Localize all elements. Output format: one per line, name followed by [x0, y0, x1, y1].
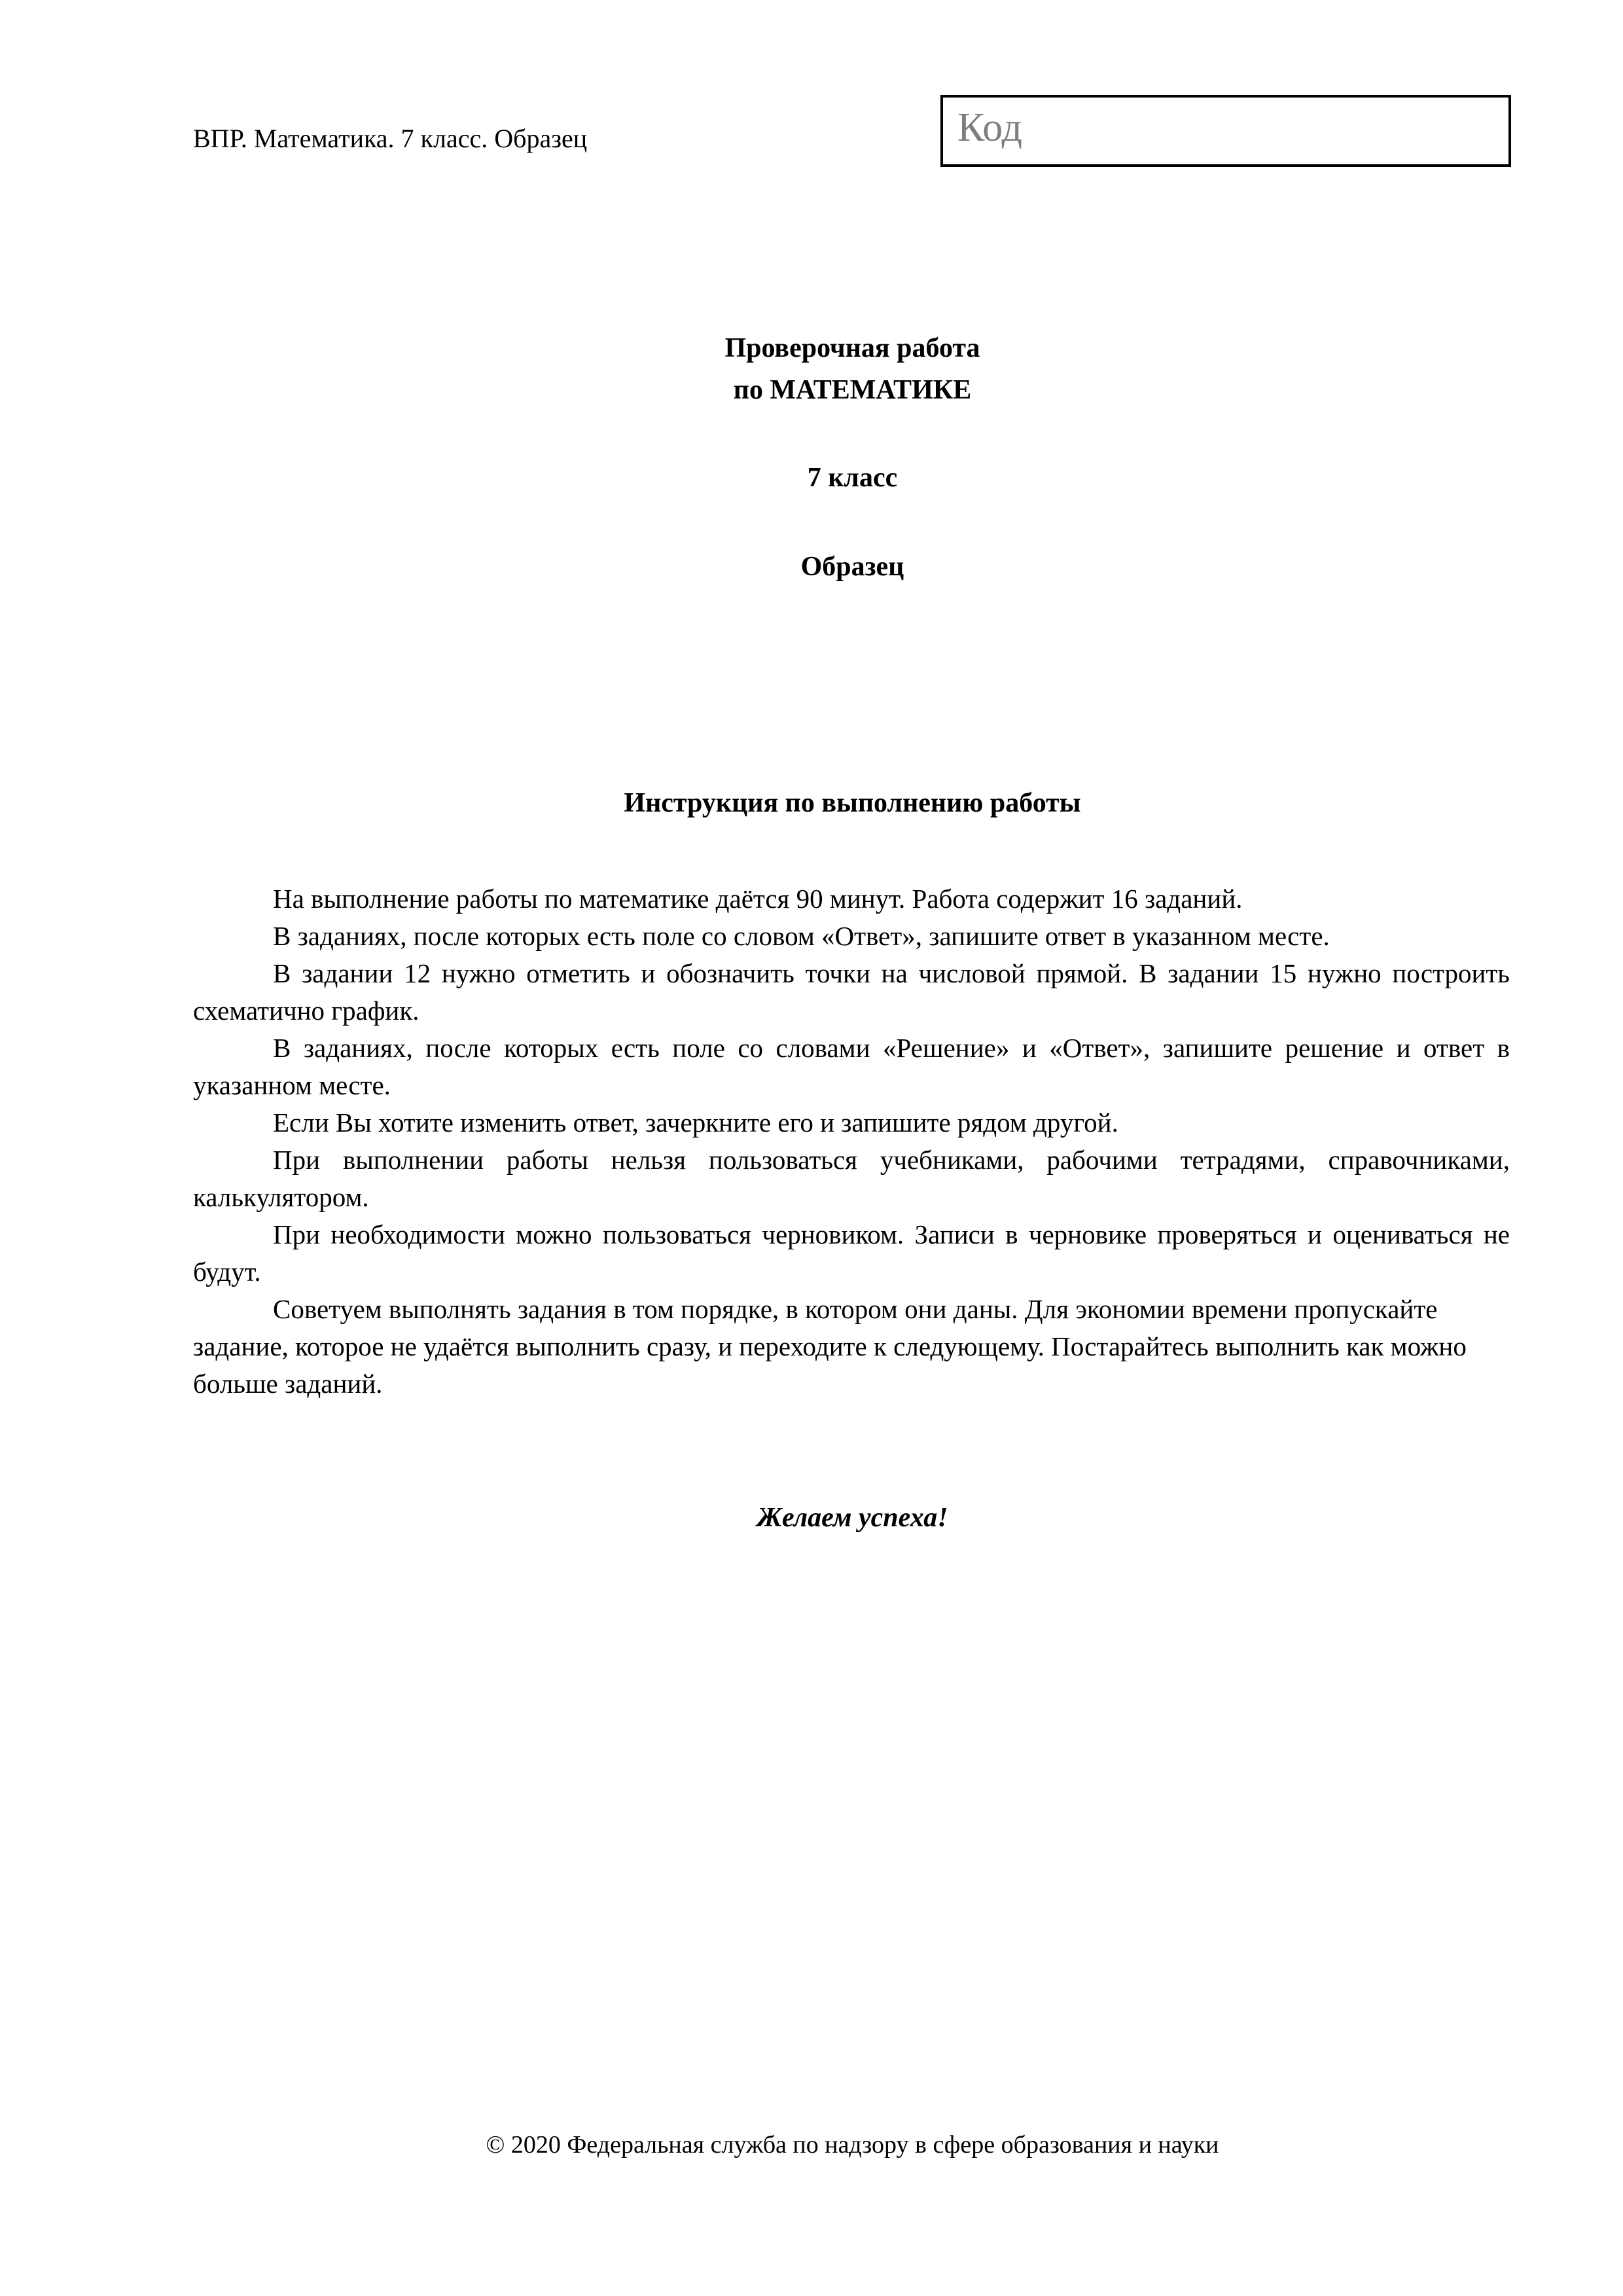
instruction-heading: Инструкция по выполнению работы — [624, 788, 1081, 818]
instruction-paragraph: На выполнение работы по математике даётся 90 минут. Работа содержит 16 заданий. — [273, 884, 1243, 914]
instruction-paragraph: В задании 12 нужно отметить и обозначить точки на числовой прямой. В задании 15 нужно построить схематично график. — [193, 958, 1510, 1026]
variant-title: Образец — [800, 552, 904, 582]
instruction-body — [193, 880, 1510, 1403]
footer-copyright: © 2020 Федеральная служба по надзору в сфере образования и науки — [486, 2131, 1219, 2159]
code-entry-box[interactable] — [940, 95, 1511, 167]
page-header — [193, 95, 1512, 173]
title-spacer-1 — [193, 411, 1512, 457]
title-block — [193, 327, 1512, 588]
instruction-paragraph: Если Вы хотите изменить ответ, зачеркните его и запишите рядом другой. — [273, 1107, 1118, 1138]
instruction-paragraph: В заданиях, после которых есть поле со словами «Решение» и «Ответ», запишите решение и ответ в указанном месте. — [193, 1033, 1510, 1100]
instruction-paragraph: При выполнении работы нельзя пользоваться учебниками, рабочими тетрадями, справочниками, калькулятором. — [193, 1145, 1510, 1212]
title-spacer-2 — [193, 499, 1512, 546]
subject-title: по МАТЕМАТИКЕ — [733, 375, 972, 405]
instruction-paragraph: При необходимости можно пользоваться черновиком. Записи в черновике проверяться и оцениваться не будут. — [193, 1219, 1510, 1287]
code-box-label: Код — [957, 105, 1023, 150]
work-type-title: Проверочная работа — [724, 333, 980, 363]
good-luck-message: Желаем успеха! — [757, 1503, 948, 1533]
instruction-paragraph: Советуем выполнять задания в том порядке, в котором они даны. Для экономии времени пропускайте задание, которое не удаётся выполнить сразу, и переходите к следующему. Постарайтесь выполнить как можно больше заданий. — [193, 1294, 1467, 1399]
running-title: ВПР. Математика. 7 класс. Образец — [193, 124, 588, 153]
instruction-paragraph: В заданиях, после которых есть поле со словом «Ответ», запишите ответ в указанном месте. — [273, 921, 1330, 951]
grade-title: 7 класс — [807, 463, 898, 493]
